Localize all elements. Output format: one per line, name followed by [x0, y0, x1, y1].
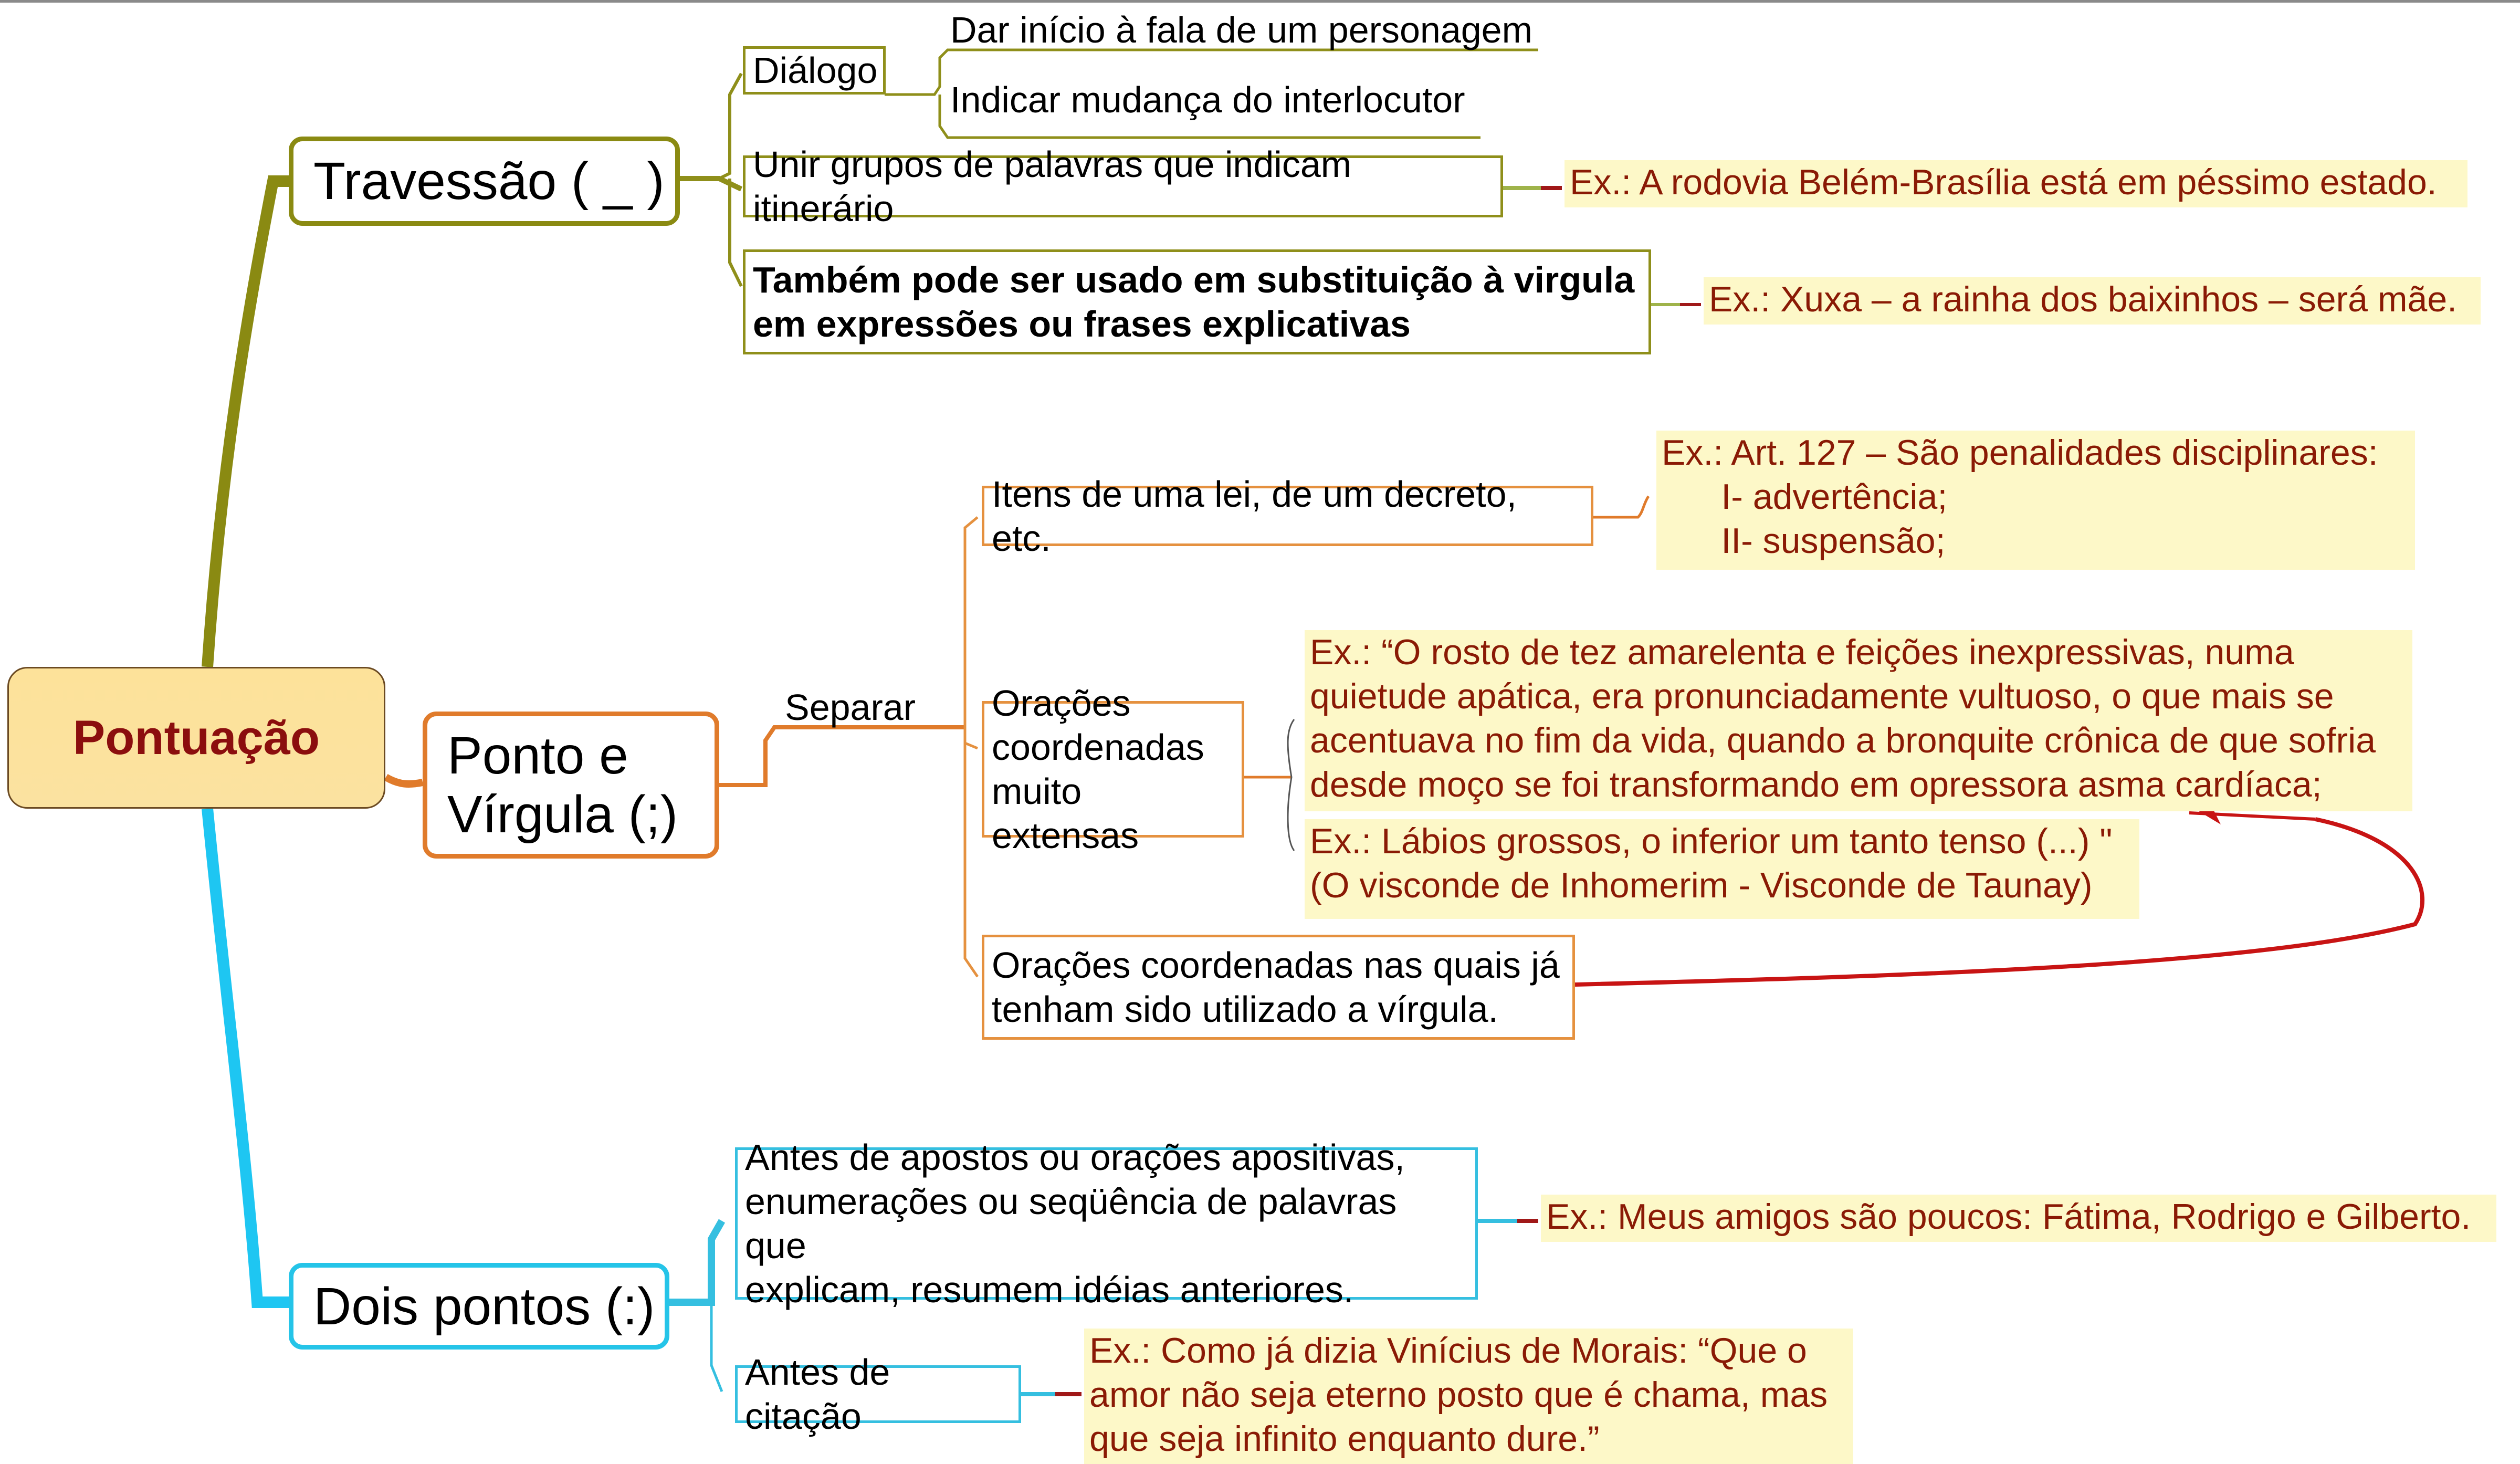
link-root-travessao [207, 181, 291, 667]
example-citacao [1084, 1329, 1853, 1464]
node-oracoes-virgula[interactable] [982, 935, 1575, 1040]
example-line: quietude apática, era pronunciadamente vultuoso, o que mais se [1310, 676, 2334, 716]
substituicao-line-1: Também pode ser usado em substituição à virgula [753, 259, 1635, 300]
example-oracoes-extensas-2 [1305, 819, 2139, 919]
example-substituicao: Ex.: Xuxa – a rainha dos baixinhos – será mãe. [1704, 277, 2481, 325]
itinerario-label: Unir grupos de palavras que indicam itinerário [753, 144, 1352, 229]
example-line: desde moço se foi transformando em opressora asma cardíaca; [1310, 765, 2322, 804]
root-label: Pontuação [72, 710, 320, 765]
link-root-ponto-virgula [386, 777, 423, 784]
itens-lei-label: Itens de uma lei, de um decreto, etc. [992, 473, 1517, 559]
node-itinerario[interactable] [743, 144, 1503, 229]
example-line: Ex.: Art. 127 – São penalidades disciplinares: [1662, 433, 2378, 473]
example-line: II- suspensão; [1662, 521, 1946, 561]
example-line: Ex.: Como já dizia Vinícius de Morais: “Que o [1089, 1331, 1807, 1371]
apostos-line: Antes de apostos ou orações apositivas, [745, 1137, 1405, 1178]
example-line: amor não seja eterno posto que é chama, mas [1089, 1375, 1828, 1415]
node-dois-pontos[interactable] [289, 1263, 669, 1350]
dialogo-label: Diálogo [753, 50, 878, 91]
node-dialogo[interactable] [743, 46, 886, 95]
link-root-dois-pontos [207, 809, 291, 1302]
dialogo-item-1: Dar início à fala de um personagem [950, 9, 1532, 50]
root-node[interactable] [7, 667, 385, 809]
node-apostos[interactable] [735, 1137, 1478, 1310]
example-oracoes-extensas-1 [1305, 630, 2412, 811]
example-line: acentuava no fim da vida, quando a bronquite crônica de que sofria [1310, 720, 2376, 760]
apostos-line: enumerações ou seqüência de palavras que [745, 1181, 1397, 1266]
example-line: (O visconde de Inhomerim - Visconde de Taunay) [1310, 865, 2093, 905]
citacao-label: Antes de citação [745, 1352, 890, 1437]
separar-label: Separar [785, 687, 916, 728]
apostos-line: explicam, resumem idéias anteriores. [745, 1269, 1354, 1310]
example-apostos: Ex.: Meus amigos são poucos: Fátima, Rodrigo e Gilberto. [1541, 1195, 2496, 1242]
node-oracoes-extensas[interactable] [982, 683, 1244, 856]
dialogo-item-2: Indicar mudança do interlocutor [950, 79, 1465, 120]
example-line: que seja infinito enquanto dure.” [1089, 1419, 1600, 1459]
travessao-label: Travessão ( _ ) [313, 152, 665, 211]
example-line: Ex.: Lábios grossos, o inferior um tanto tenso (...) " [1310, 821, 2113, 861]
dois-pontos-label: Dois pontos (:) [313, 1277, 655, 1336]
substituicao-line-2: em expressões ou frases explicativas [753, 304, 1411, 344]
node-ponto-virgula[interactable] [423, 712, 719, 859]
ponto-virgula-line-1: Ponto e [447, 726, 628, 785]
oracoes-virgula-line: Orações coordenadas nas quais já [992, 945, 1560, 986]
oracoes-extensas-line: coordenadas [992, 727, 1204, 768]
oracoes-virgula-line: tenham sido utilizado a vírgula. [992, 989, 1498, 1030]
example-line: Ex.: “O rosto de tez amarelenta e feições inexpressivas, numa [1310, 632, 2294, 672]
ponto-virgula-line-2: Vírgula (;) [447, 785, 678, 844]
example-line: I- advertência; [1662, 477, 1948, 517]
example-itinerario: Ex.: A rodovia Belém-Brasília está em péssimo estado. [1564, 160, 2468, 207]
node-itens-lei[interactable] [982, 473, 1593, 559]
example-itens-lei [1656, 431, 2415, 570]
node-substituicao[interactable] [743, 249, 1651, 354]
node-citacao[interactable] [735, 1352, 1021, 1437]
oracoes-extensas-line: Orações [992, 683, 1131, 724]
oracoes-extensas-line: muito extensas [992, 771, 1139, 856]
node-travessao[interactable] [289, 137, 680, 226]
